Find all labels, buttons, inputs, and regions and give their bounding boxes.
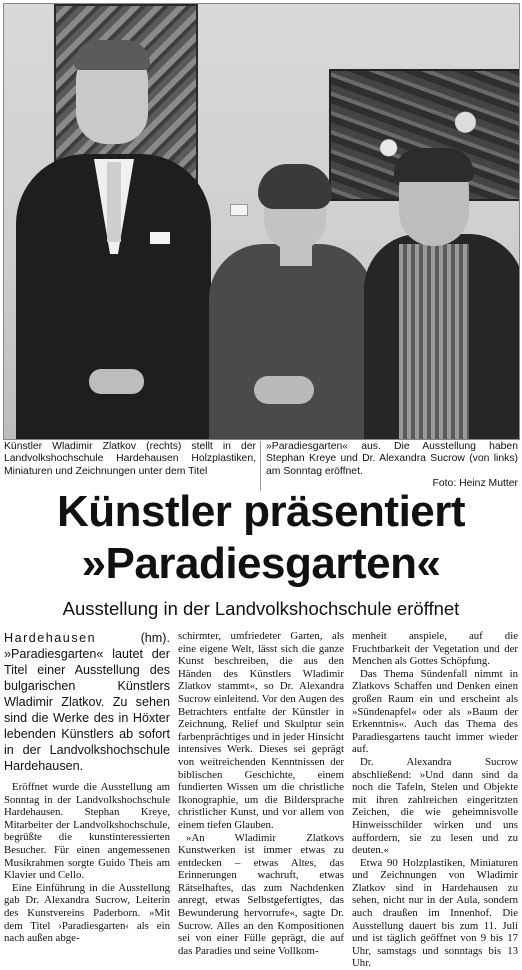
caption-right: »Paradiesgarten« aus. Die Ausstellung haben Stephan Kreye und Dr. Alexandra Sucrow (von links) am Sonntag eröffnet. xyxy=(266,441,518,477)
article-column-1 xyxy=(4,630,170,952)
paragraph: menheit anspiele, auf die Fruchtbarkeit der Vegetation und der Menchen als Gottes Schöpfung. xyxy=(352,630,518,668)
photo-credit: Foto: Heinz Mutter xyxy=(432,478,518,490)
source-tag: (hm). xyxy=(140,631,170,645)
person-left-tie xyxy=(107,162,121,242)
headline-line-2: »Paradiesgarten« xyxy=(81,539,441,588)
dateline: Hardehausen xyxy=(4,631,97,645)
person-right-shirt xyxy=(399,244,469,439)
subheadline: Ausstellung in der Landvolkshochschule eröffnet xyxy=(62,598,460,619)
paragraph: »An Wladimir Zlatkovs Kunstwerken ist immer etwas zu entdecken – etwas Altes, das Erinnerungen wachruft, etwas Rätselhaftes, das zum Nachdenken anregt, etwas Selbstgefertigtes, das Bewunderung hervorrufe«, sagte Dr. Sucrow. Alles an den Kompositionen sei von einer Fülle geprägt, die auf das Paradies und seine Vollkom- xyxy=(178,831,344,957)
wall-label xyxy=(230,204,248,216)
lead-paragraph xyxy=(4,630,170,774)
paragraph: Dr. Alexandra Sucrow abschließend: »Und dann sind da noch die Tafeln, Stelen und Objekte mit ihren zahlreichen eingeritzten Zeichen, die wie geheimnisvolle Hinweisschilder wirken und uns auffordern, sie zu lesen und zu deuten.« xyxy=(352,755,518,857)
article-column-3 xyxy=(352,630,518,970)
person-left-hands xyxy=(89,369,144,394)
caption-right-block xyxy=(261,441,518,491)
headline-line-1: Künstler präsentiert xyxy=(56,487,466,536)
name-badge xyxy=(150,232,170,244)
paragraph: Eine Einführung in die Ausstellung gab Dr. Alexandra Sucrow, Leiterin des Kunstvereins Paderborn. »Mit dem Titel ›Paradiesgarten‹ als ein nach außen abge- xyxy=(4,881,170,945)
person-middle-hands xyxy=(254,376,314,404)
article-body xyxy=(4,630,518,970)
lead-text: »Paradiesgarten« lautet der Titel einer Ausstellung des bulgarischen Künstlers Wladimir Zlatkov. Zu sehen sind die Werke des in Höxter lebenden Künstlers ab sofort in der Landvolkshochschule Hardehausen. xyxy=(4,647,170,773)
caption-left: Künstler Wladimir Zlatkov (rechts) stellt in der Landvolkshochschule Hardehausen Holzplastiken, Miniaturen und Zeichnungen unter dem Titel xyxy=(4,441,261,491)
headline xyxy=(0,486,522,590)
article-column-2 xyxy=(178,630,344,957)
person-left-hair xyxy=(74,40,150,70)
paragraph: Etwa 90 Holzplastiken, Miniaturen und Zeichnungen von Wladimir Zlatkov sind in Hardehausen zu sehen, nicht nur in der Aula, sondern auch draußen im Innenhof. Die Ausstellung dauert bis zum 11. Juli und ist täglich geöffnet von 9 bis 17 Uhr, samstags und sonntags bis 13 Uhr. xyxy=(352,856,518,970)
photo-caption xyxy=(4,441,518,491)
article-photo xyxy=(3,3,520,440)
person-middle-hair xyxy=(258,164,332,209)
paragraph: Das Thema Sündenfall nimmt in Zlatkovs Schaffen und Denken einen großen Raum ein und erscheint als »Sündenapfel« oder als »Baum der Erkenntnis«. Auch das Thema des Paradiesgartens taucht immer wieder auf. xyxy=(352,667,518,756)
paragraph: Eröffnet wurde die Ausstellung am Sonntag in der Landvolkshochschule Hardehausen. Stephan Kreye, Mitarbeiter der Landvolkshochschule, begrüßte die kunstinteressierten Besucher. Für einen angemessenen Musikrahmen sorgte Guido Theis am Klavier und Cello. xyxy=(4,781,170,882)
person-right-hair xyxy=(394,148,474,182)
paragraph: schirmter, umfriedeter Garten, als eine eigene Welt, lässt sich die ganze Kunst beschreiben, die aus den Händen des Künstlers Wladimir Zlatkov stammt«, so Dr. Alexandra Sucrow einleitend. Vor den Augen des Betrachters entfalte der Künstler in Zeichnung, Relief und Skulptur sein farbenprächtiges und in jeder Hinsicht intensives Werk. Dieses sei geprägt von weitreichenden Kenntnissen der biblischen Geschichte, einem fundierten Wissen um die christliche Ikonographie, um die Bildersprache christlicher Kunst, und vor allem von einem tiefen Glauben. xyxy=(178,630,344,831)
person-middle-body xyxy=(209,244,374,439)
